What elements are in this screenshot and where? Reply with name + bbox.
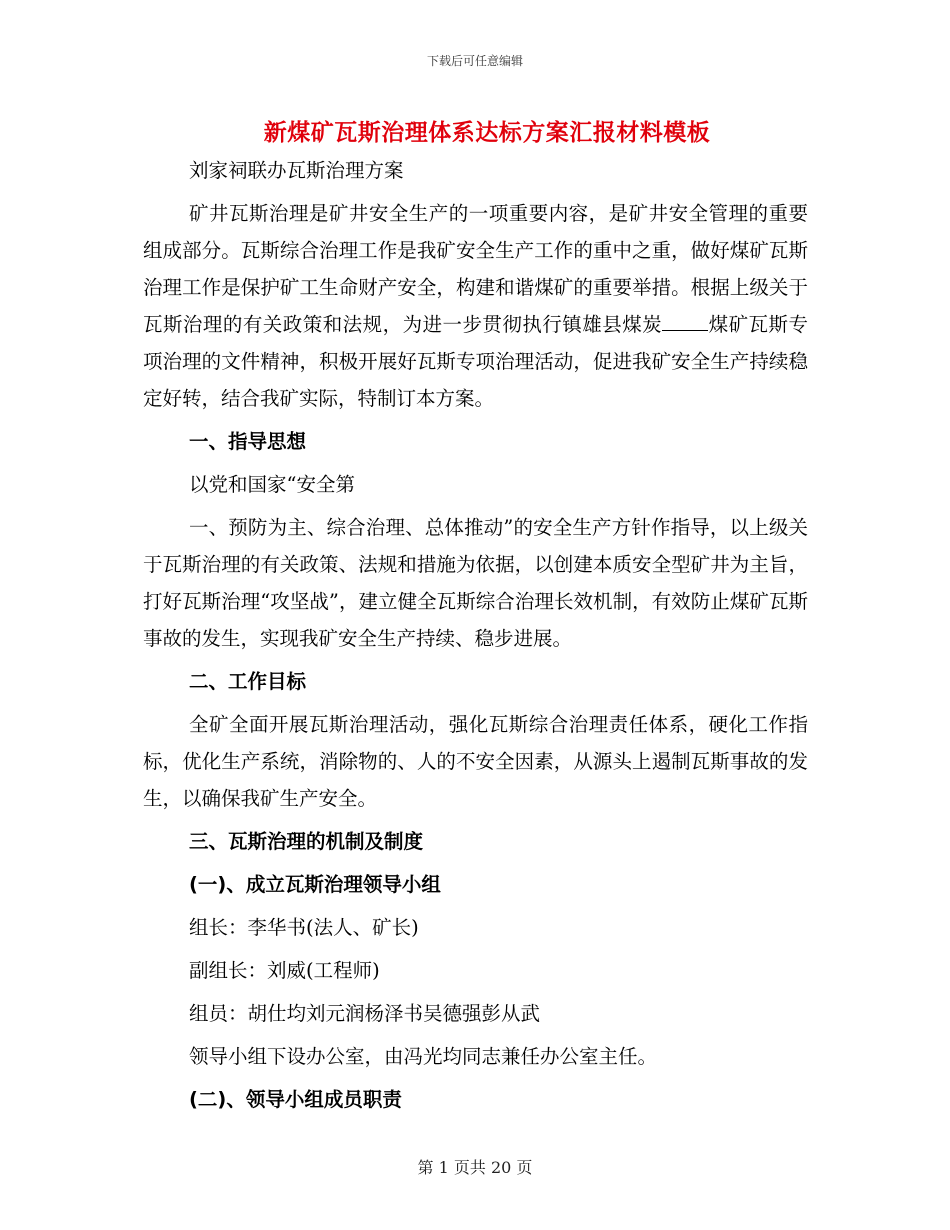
document-subtitle: 刘家祠联办瓦斯治理方案 [189,159,404,182]
section-heading-work-goals: 二、工作目标 [189,670,307,693]
section1-paragraph: 一、预防为主、综合治理、总体推动”的安全生产方针作指导，以上级关于瓦斯治理的有关政策、法规和措施为依据，以创建本质安全型矿井为主旨，打好瓦斯治理“攻坚战”，建立健全瓦斯综合治理长效机制，有效防止煤矿瓦斯事故的发生，实现我矿安全生产持续、稳步进展。 [143,516,808,650]
section-heading-guiding-ideology: 一、指导思想 [189,430,307,453]
document-body [143,152,808,1124]
group-members: 组员：胡仕均刘元润杨泽书吴德强彭从武 [189,1002,541,1025]
intro-text-part1: 矿井瓦斯治理是矿井安全生产的一项重要内容，是矿井安全管理的重要组成部分。瓦斯综合治理工作是我矿安全生产工作的重中之重，做好煤矿瓦斯治理工作是保护矿工生命财产安全，构建和谐煤矿的重要举措。根据上级关于瓦斯治理的有关政策和法规，为进一步贯彻执行镇雄县煤炭 [143,202,808,336]
office-note: 领导小组下设办公室，由冯光均同志兼任办公室主任。 [189,1045,658,1068]
section-heading-mechanism: 三、瓦斯治理的机制及制度 [189,830,424,853]
intro-paragraph [143,195,808,417]
document-title: 新煤矿瓦斯治理体系达标方案汇报材料模板 [263,120,711,146]
subsection-heading-leadership-group: (一)、成立瓦斯治理领导小组 [189,873,441,896]
page-footer: 第 1 页共 20 页 [417,1158,533,1177]
subsection-heading-member-duties: (二)、领导小组成员职责 [189,1088,402,1111]
deputy-leader: 副组长：刘威(工程师) [189,959,380,982]
page-header: 下载后可任意编辑 [426,54,523,68]
group-leader: 组长：李华书(法人、矿长) [189,916,419,939]
section1-line: 以党和国家“安全第 [189,473,355,496]
intro-text-part2: 煤矿瓦斯专项治理的文件精神，积极开展好瓦斯专项治理活动，促进我矿安全生产持续稳定好转，结合我矿实际，特制订本方案。 [143,313,808,410]
blank-fill-line [662,312,708,331]
section2-paragraph: 全矿全面开展瓦斯治理活动，强化瓦斯综合治理责任体系，硬化工作指标，优化生产系统，消除物的、人的不安全因素，从源头上遏制瓦斯事故的发生，以确保我矿生产安全。 [143,713,808,810]
